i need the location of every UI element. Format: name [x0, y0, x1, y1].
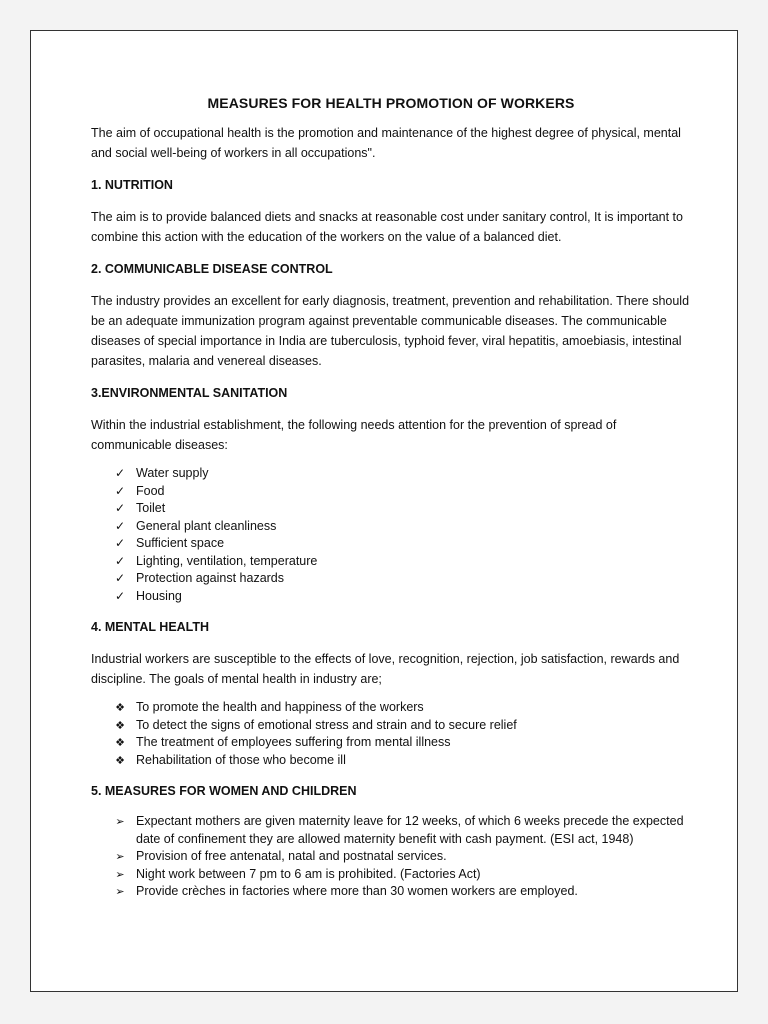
list-item: ✓ Housing — [91, 588, 691, 606]
women-children-measures-list — [91, 813, 691, 901]
list-item: ➢ Night work between 7 pm to 6 am is prohibited. (Factories Act) — [91, 866, 691, 884]
intro-paragraph: The aim of occupational health is the promotion and maintenance of the highest degree of physical, mental and social well-being of workers in all occupations". — [91, 126, 681, 160]
mental-health-paragraph: Industrial workers are susceptible to the effects of love, recognition, rejection, job satisfaction, rewards and discipline. The goals of mental health in industry are; — [91, 652, 680, 686]
document-body — [91, 93, 691, 913]
diamond-bullet-icon: ❖ — [115, 701, 125, 714]
list-item: ✓ Protection against hazards — [91, 570, 691, 588]
arrow-bullet-icon: ➢ — [115, 867, 125, 881]
checkmark-icon: ✓ — [114, 571, 126, 585]
checkmark-icon: ✓ — [114, 501, 126, 515]
diamond-bullet-icon: ❖ — [115, 753, 125, 767]
section-heading-environmental-sanitation: 3.ENVIRONMENTAL SANITATION — [91, 386, 288, 400]
communicable-disease-paragraph: The industry provides an excellent for early diagnosis, treatment, prevention and rehabilitation. There should be an adequate immunization program against preventable communicable diseases. The communicable diseases of special importance in India are tuberculosis, typhoid fever, viral hepatitis, amoebiasis, intestinal parasites, malaria and venereal diseases. — [91, 294, 690, 368]
arrow-bullet-icon: ➢ — [115, 850, 125, 863]
section-heading-communicable-disease: 2. COMMUNICABLE DISEASE CONTROL — [91, 262, 333, 276]
checkmark-icon: ✓ — [114, 588, 126, 603]
nutrition-paragraph: The aim is to provide balanced diets and snacks at reasonable cost under sanitary control, It is important to combine this action with the education of the workers on the value of a balanced diet. — [91, 210, 683, 244]
list-item: ➢ Provide crèches in factories where more than 30 women workers are employed. — [91, 883, 691, 901]
section-heading-mental-health: 4. MENTAL HEALTH — [91, 620, 210, 634]
list-item: ✓ Water supply — [91, 465, 691, 483]
checkmark-icon: ✓ — [114, 518, 126, 533]
arrow-bullet-icon: ➢ — [115, 815, 125, 828]
checkmark-icon: ✓ — [114, 483, 126, 498]
sanitation-checklist — [91, 465, 691, 605]
checkmark-icon: ✓ — [114, 536, 126, 550]
document-title: MEASURES FOR HEALTH PROMOTION OF WORKERS — [207, 95, 575, 111]
list-item: ✓ General plant cleanliness — [91, 518, 691, 536]
checkmark-icon: ✓ — [114, 466, 126, 480]
diamond-bullet-icon: ❖ — [115, 718, 125, 732]
list-item: ✓ Food — [91, 483, 691, 501]
list-item: ❖ To promote the health and happiness of the workers — [91, 699, 691, 717]
list-item: ➢ Expectant mothers are given maternity leave for 12 weeks, of which 6 weeks precede the expected date of confinement they are allowed maternity benefit with cash payment. (ESI act, 1948) — [91, 813, 691, 848]
list-item: ❖ The treatment of employees suffering from mental illness — [91, 734, 691, 752]
checkmark-icon: ✓ — [114, 553, 126, 568]
list-item: ✓ Toilet — [91, 500, 691, 518]
environmental-sanitation-paragraph: Within the industrial establishment, the following needs attention for the prevention of spread of communicable diseases: — [91, 418, 617, 452]
document-page — [30, 30, 738, 992]
diamond-bullet-icon: ❖ — [115, 736, 125, 749]
section-heading-women-children: 5. MEASURES FOR WOMEN AND CHILDREN — [91, 784, 357, 798]
list-item: ✓ Lighting, ventilation, temperature — [91, 553, 691, 571]
mental-health-goals-list — [91, 699, 691, 769]
list-item: ❖ Rehabilitation of those who become ill — [91, 752, 691, 770]
arrow-bullet-icon: ➢ — [115, 885, 125, 898]
list-item: ➢ Provision of free antenatal, natal and postnatal services. — [91, 848, 691, 866]
list-item: ❖ To detect the signs of emotional stress and strain and to secure relief — [91, 717, 691, 735]
list-item: ✓ Sufficient space — [91, 535, 691, 553]
section-heading-nutrition: 1. NUTRITION — [91, 178, 173, 192]
